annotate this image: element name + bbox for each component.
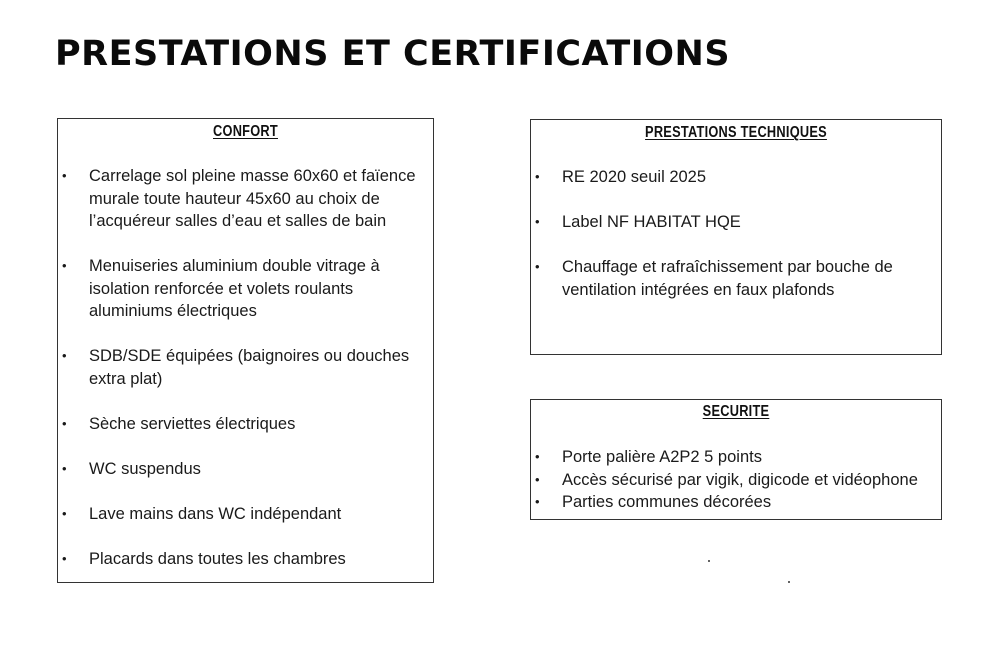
- bullet-icon: •: [62, 460, 67, 476]
- prestations-techniques-list: [531, 166, 941, 301]
- bullet-icon: •: [62, 258, 67, 273]
- list-item-text: Chauffage et rafraîchissement par bouche de ventilation intégrées en faux plafonds: [562, 258, 893, 299]
- bullet-icon: •: [535, 449, 540, 464]
- list-item: [60, 458, 433, 481]
- bullet-icon: •: [62, 505, 67, 521]
- bullet-icon: •: [62, 415, 67, 431]
- list-item: [60, 503, 433, 526]
- confort-box: [57, 118, 434, 583]
- list-item-text: Sèche serviettes électriques: [89, 414, 296, 433]
- bullet-icon: •: [62, 550, 67, 566]
- confort-heading: CONFORT: [213, 123, 278, 140]
- scan-speck: [708, 560, 710, 562]
- list-item-text: Lave mains dans WC indépendant: [89, 504, 342, 523]
- bullet-icon: •: [535, 471, 540, 487]
- list-item-text: Accès sécurisé par vigik, digicode et vidéophone: [562, 470, 918, 489]
- list-item: [533, 446, 941, 469]
- page-title: PRESTATIONS ET CERTIFICATIONS: [55, 34, 731, 74]
- bullet-icon: •: [535, 494, 540, 509]
- list-item-text: Parties communes décorées: [562, 493, 772, 511]
- list-item: [533, 166, 941, 189]
- list-item: [60, 548, 433, 571]
- securite-heading: SECURITE: [702, 403, 770, 420]
- list-item-text: Porte palière A2P2 5 points: [562, 448, 762, 466]
- bullet-icon: •: [535, 214, 540, 229]
- list-item: [60, 345, 433, 390]
- list-item-text: Placards dans toutes les chambres: [89, 549, 346, 568]
- list-item: [533, 211, 941, 234]
- securite-list: [531, 446, 941, 514]
- bullet-icon: •: [535, 259, 540, 274]
- list-item: [533, 491, 941, 514]
- confort-list: [58, 165, 433, 570]
- scan-speck: [788, 581, 790, 583]
- prestations-techniques-heading: PRESTATIONS TECHNIQUES: [645, 124, 827, 141]
- list-item-text: Carrelage sol pleine masse 60x60 et faïence murale toute hauteur 45x60 au choix de l’acquéreur salles d’eau et salles de bain: [89, 167, 416, 230]
- list-item: [533, 469, 941, 492]
- list-item-text: Menuiseries aluminium double vitrage à isolation renforcée et volets roulants aluminiums électriques: [89, 257, 380, 320]
- list-item: [60, 165, 433, 233]
- list-item-text: Label NF HABITAT HQE: [562, 213, 741, 231]
- list-item-text: WC suspendus: [89, 459, 201, 478]
- bullet-icon: •: [62, 348, 67, 363]
- bullet-icon: •: [535, 169, 540, 184]
- list-item-text: SDB/SDE équipées (baignoires ou douches extra plat): [89, 347, 410, 388]
- list-item: [533, 256, 941, 301]
- securite-box: [530, 399, 942, 520]
- list-item: [60, 255, 433, 323]
- list-item: [60, 413, 433, 436]
- prestations-techniques-box: [530, 119, 942, 355]
- bullet-icon: •: [62, 168, 67, 183]
- list-item-text: RE 2020 seuil 2025: [562, 168, 707, 186]
